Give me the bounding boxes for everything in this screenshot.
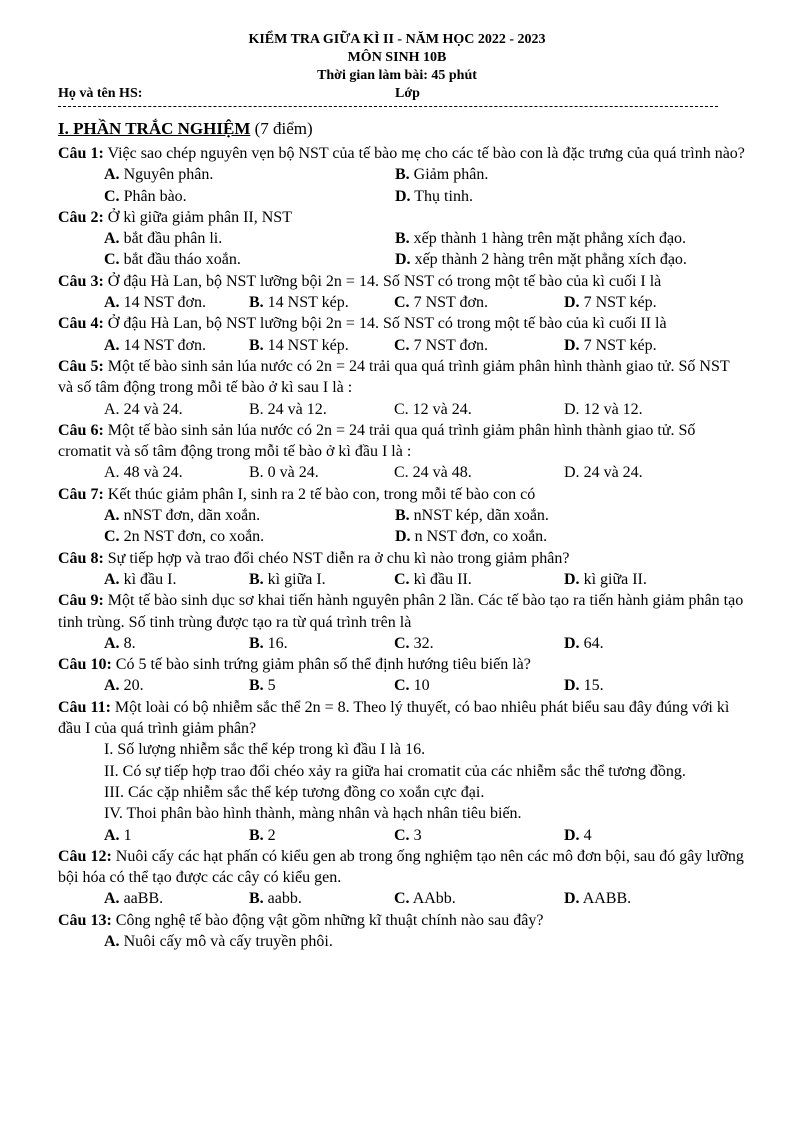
option-letter: C. — [394, 336, 410, 354]
answer-option — [394, 569, 564, 590]
exam-title: KIỂM TRA GIỮA KÌ II - NĂM HỌC 2022 - 2023 — [248, 32, 546, 47]
option-text: bắt đầu phân li. — [123, 230, 223, 248]
option-text: 12 và 24. — [412, 400, 472, 418]
option-text: n NST đơn, co xoắn. — [414, 528, 548, 546]
option-text: 12 và 12. — [583, 400, 643, 418]
exam-time: Thời gian làm bài: 45 phút — [317, 68, 477, 83]
answer-option — [394, 633, 564, 654]
answer-option — [564, 292, 657, 313]
answer-option — [249, 399, 394, 420]
option-row — [58, 633, 748, 654]
option-text: 20. — [123, 677, 144, 695]
option-letter: A. — [104, 464, 120, 482]
option-letter: A. — [104, 826, 120, 844]
option-text: 24 và 48. — [412, 464, 472, 482]
option-row — [58, 931, 748, 952]
question-text: Kết thúc giảm phân I, sinh ra 2 tế bào con, trong mỗi tế bào con có — [107, 485, 536, 503]
answer-option — [249, 633, 394, 654]
option-letter: D. — [564, 400, 580, 418]
option-letter: A. — [104, 890, 120, 908]
option-text: Nguyên phân. — [123, 166, 214, 184]
option-letter: A. — [104, 400, 120, 418]
option-row — [58, 526, 748, 547]
option-letter: B. — [249, 570, 264, 588]
option-text: 8. — [123, 634, 136, 652]
option-text: kì đầu I. — [123, 570, 177, 588]
answer-option — [249, 335, 394, 356]
option-row — [58, 292, 748, 313]
question-stem — [58, 590, 748, 633]
answer-option — [249, 569, 394, 590]
option-text: 7 NST kép. — [583, 294, 657, 312]
option-text: kì giữa II. — [583, 570, 647, 588]
question-number: Câu 12: — [58, 847, 112, 865]
option-letter: B. — [395, 230, 410, 248]
option-text: 7 NST đơn. — [413, 294, 488, 312]
option-text: 16. — [267, 634, 288, 652]
option-text: 14 NST kép. — [267, 294, 349, 312]
answer-option — [564, 633, 604, 654]
option-text: 0 và 24. — [267, 464, 319, 482]
question-number: Câu 5: — [58, 357, 104, 375]
option-letter: A. — [104, 932, 120, 950]
question-stem — [58, 910, 748, 931]
question-stem — [58, 846, 748, 889]
option-letter: B. — [395, 507, 410, 525]
question-stem — [58, 313, 748, 334]
question-text: Một tế bào sinh sản lúa nước có 2n = 24 trải qua quá trình giảm phân hình thành giao tử. Số cromatit và số tâm động trong mỗi tế bào ở kì đầu I là : — [58, 421, 696, 461]
option-text: 24 và 24. — [123, 400, 183, 418]
answer-option — [104, 228, 395, 249]
option-text: 14 NST đơn. — [123, 294, 206, 312]
question-number: Câu 3: — [58, 272, 104, 290]
class-label: Lớp — [395, 86, 420, 101]
statement: I. Số lượng nhiễm sắc thể kép trong kì đầu I là 16. — [104, 741, 426, 759]
option-letter: A. — [104, 677, 120, 695]
answer-option — [104, 335, 249, 356]
question-number: Câu 13: — [58, 911, 112, 929]
option-text: 2n NST đơn, co xoắn. — [123, 528, 265, 546]
answer-option — [395, 186, 473, 207]
option-text: aabb. — [267, 890, 302, 908]
section-heading — [58, 119, 313, 139]
option-letter: C. — [104, 251, 120, 269]
answer-option — [104, 249, 395, 270]
answer-option — [104, 292, 249, 313]
option-row — [58, 228, 748, 249]
question-text: Nuôi cấy các hạt phấn có kiểu gen ab trong ống nghiệm tạo nên các mô đơn bội, sau đó gây lưỡng bội hóa có thể tạo được các cây có kiểu gen. — [58, 847, 744, 887]
section-title: I. PHẦN TRẮC NGHIỆM — [58, 119, 251, 138]
answer-option — [564, 825, 592, 846]
answer-option — [104, 399, 249, 420]
option-letter: A. — [104, 294, 120, 312]
option-text: 32. — [413, 634, 434, 652]
question-stem — [58, 697, 748, 740]
statement: IV. Thoi phân bào hình thành, màng nhân và hạch nhân tiêu biến. — [104, 805, 522, 823]
answer-option — [104, 462, 249, 483]
option-text: Nuôi cấy mô và cấy truyền phôi. — [123, 932, 333, 950]
answer-option — [394, 335, 564, 356]
answer-option — [564, 335, 657, 356]
option-row — [58, 888, 748, 909]
question-number: Câu 9: — [58, 592, 104, 610]
question-text: Sự tiếp hợp và trao đổi chéo NST diễn ra ở chu kì nào trong giảm phân? — [107, 549, 570, 567]
question-stem — [58, 207, 748, 228]
option-letter: D. — [395, 528, 411, 546]
answer-option — [395, 526, 547, 547]
option-letter: A. — [104, 230, 120, 248]
answer-option — [394, 675, 564, 696]
answer-option — [564, 888, 631, 909]
section-points: (7 điểm) — [254, 119, 313, 138]
option-letter: D. — [564, 294, 580, 312]
option-letter: B. — [249, 634, 264, 652]
question-stem — [58, 143, 748, 164]
option-letter: A. — [104, 166, 120, 184]
dashed-divider — [58, 106, 718, 107]
option-text: AABB. — [582, 890, 632, 908]
option-letter: B. — [249, 400, 264, 418]
option-text: kì giữa I. — [267, 570, 326, 588]
answer-option — [104, 526, 395, 547]
answer-option — [564, 675, 604, 696]
option-text: 10 — [413, 677, 430, 695]
option-letter: B. — [249, 826, 264, 844]
option-letter: C. — [104, 187, 120, 205]
option-letter: C. — [394, 294, 410, 312]
option-letter: B. — [395, 166, 410, 184]
answer-option — [249, 825, 394, 846]
option-row — [58, 399, 748, 420]
question-number: Câu 7: — [58, 485, 104, 503]
option-letter: D. — [395, 251, 411, 269]
option-row — [58, 164, 748, 185]
question-stem — [58, 484, 748, 505]
answer-option — [104, 569, 249, 590]
option-letter: A. — [104, 634, 120, 652]
option-text: xếp thành 1 hàng trên mặt phẳng xích đạo. — [413, 230, 687, 248]
option-letter: A. — [104, 570, 120, 588]
option-letter: C. — [394, 464, 409, 482]
option-letter: C. — [104, 528, 120, 546]
option-letter: D. — [564, 826, 580, 844]
answer-option — [104, 931, 333, 952]
option-letter: B. — [249, 677, 264, 695]
option-letter: C. — [394, 570, 410, 588]
question-number: Câu 1: — [58, 145, 104, 162]
question-text: Có 5 tế bào sinh trứng giảm phân số thể định hướng tiêu biến là? — [115, 656, 531, 674]
question-number: Câu 11: — [58, 698, 111, 716]
answer-option — [394, 292, 564, 313]
option-row — [58, 569, 748, 590]
answer-option — [394, 825, 564, 846]
option-text: 5 — [267, 677, 276, 695]
option-row — [58, 505, 748, 526]
option-letter: C. — [394, 400, 409, 418]
option-row — [58, 675, 748, 696]
question-number: Câu 4: — [58, 315, 104, 333]
answer-option — [564, 399, 643, 420]
option-text: 15. — [583, 677, 604, 695]
option-text: Thụ tinh. — [414, 187, 473, 205]
answer-option — [395, 164, 488, 185]
option-letter: B. — [249, 464, 264, 482]
option-letter: A. — [104, 507, 120, 525]
option-text: aaBB. — [123, 890, 164, 908]
option-text: Phân bào. — [123, 187, 187, 205]
question-text: Công nghệ tế bào động vật gồm những kĩ thuật chính nào sau đây? — [115, 911, 544, 929]
option-text: 7 NST đơn. — [413, 336, 488, 354]
option-letter: D. — [564, 464, 580, 482]
answer-option — [564, 462, 643, 483]
question-stem — [58, 356, 748, 399]
option-letter: C. — [394, 890, 410, 908]
option-letter: C. — [394, 677, 410, 695]
answer-option — [104, 186, 395, 207]
option-text: bắt đầu tháo xoắn. — [123, 251, 241, 269]
option-letter: D. — [564, 336, 580, 354]
answer-option — [104, 505, 395, 526]
option-letter: A. — [104, 336, 120, 354]
option-letter: D. — [564, 677, 580, 695]
option-letter: D. — [564, 634, 580, 652]
option-text: 3 — [413, 826, 422, 844]
question-stem — [58, 271, 748, 292]
question-text: Ở đậu Hà Lan, bộ NST lưỡng bội 2n = 14. Số NST có trong một tế bào của kì cuối II là — [107, 315, 667, 333]
statement: III. Các cặp nhiễm sắc thể kép tương đồng co xoắn cực đại. — [104, 783, 485, 801]
answer-option — [249, 675, 394, 696]
answer-option — [104, 633, 249, 654]
question-text: Ở đậu Hà Lan, bộ NST lưỡng bội 2n = 14. Số NST có trong một tế bào của kì cuối I là — [107, 272, 662, 290]
option-text: nNST đơn, dãn xoắn. — [123, 507, 261, 525]
question-text: Một tế bào sinh dục sơ khai tiến hành nguyên phân 2 lần. Các tế bào tạo ra tiến hành giảm phân tạo tinh trùng. Số tinh trùng được tạo ra từ quá trình trên là — [58, 592, 744, 631]
option-text: 2 — [267, 826, 276, 844]
answer-option — [104, 675, 249, 696]
option-text: 4 — [583, 826, 592, 844]
option-letter: C. — [394, 826, 410, 844]
option-row — [58, 825, 748, 846]
option-letter: B. — [249, 294, 264, 312]
answer-option — [104, 164, 395, 185]
option-text: AAbb. — [412, 890, 456, 908]
question-number: Câu 6: — [58, 421, 104, 439]
option-text: 24 và 12. — [267, 400, 327, 418]
option-letter: C. — [394, 634, 410, 652]
answer-option — [249, 888, 394, 909]
option-text: 14 NST kép. — [267, 336, 349, 354]
question-stem — [58, 548, 748, 569]
question-text: Việc sao chép nguyên vẹn bộ NST của tế bào mẹ cho các tế bào con là đặc trưng của quá trình nào? — [107, 145, 745, 162]
answer-option — [104, 825, 249, 846]
option-text: Giảm phân. — [413, 166, 489, 184]
question-stem — [58, 420, 748, 463]
answer-option — [394, 888, 564, 909]
option-letter: D. — [564, 890, 580, 908]
statement: II. Có sự tiếp hợp trao đổi chéo xảy ra giữa hai cromatit của các nhiễm sắc thể tương đồng. — [104, 762, 686, 780]
option-letter: B. — [249, 890, 264, 908]
question-stem — [58, 654, 748, 675]
question-number: Câu 2: — [58, 208, 104, 226]
option-text: 7 NST kép. — [583, 336, 657, 354]
answer-option — [564, 569, 647, 590]
question-text: Một loài có bộ nhiễm sắc thể 2n = 8. Theo lý thuyết, có bao nhiêu phát biểu sau đây đúng với kì đầu I của quá trình giảm phân? — [58, 698, 730, 738]
option-letter: B. — [249, 336, 264, 354]
option-row — [58, 335, 748, 356]
answer-option — [394, 399, 564, 420]
student-name-label: Họ và tên HS: — [58, 86, 143, 101]
option-letter: D. — [395, 187, 411, 205]
option-text: xếp thành 2 hàng trên mặt phẳng xích đạo. — [414, 251, 687, 269]
question-number: Câu 8: — [58, 549, 104, 567]
option-row — [58, 249, 748, 270]
option-text: 48 và 24. — [123, 464, 183, 482]
option-row — [58, 462, 748, 483]
option-text: 1 — [123, 826, 132, 844]
option-text: 64. — [583, 634, 604, 652]
exam-subject: MÔN SINH 10B — [347, 50, 447, 65]
option-row — [58, 186, 748, 207]
question-text: Ở kì giữa giảm phân II, NST — [107, 208, 292, 226]
answer-option — [395, 228, 686, 249]
answer-option — [104, 888, 249, 909]
option-text: nNST kép, dãn xoắn. — [413, 507, 549, 525]
answer-option — [395, 505, 549, 526]
question-text: Một tế bào sinh sản lúa nước có 2n = 24 trải qua quá trình giảm phân hình thành giao tử. Số NST và số tâm động trong mỗi tế bào ở kì sau I là : — [58, 357, 730, 397]
option-text: 14 NST đơn. — [123, 336, 206, 354]
option-letter: D. — [564, 570, 580, 588]
question-list — [58, 143, 748, 952]
option-text: kì đầu II. — [413, 570, 472, 588]
answer-option — [394, 462, 564, 483]
option-text: 24 và 24. — [583, 464, 643, 482]
answer-option — [395, 249, 687, 270]
answer-option — [249, 462, 394, 483]
question-number: Câu 10: — [58, 656, 112, 674]
answer-option — [249, 292, 394, 313]
